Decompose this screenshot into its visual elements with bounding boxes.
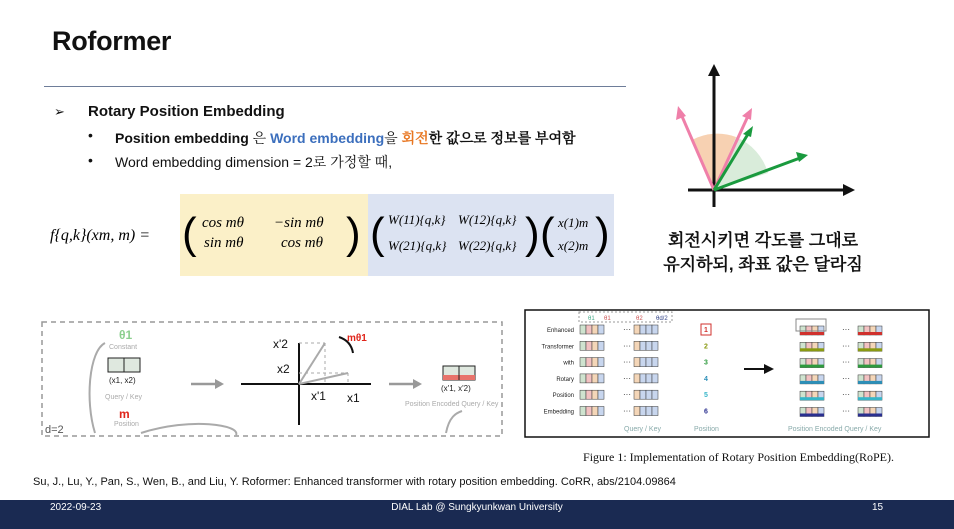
curve-bottom xyxy=(141,424,236,435)
ellipsis: ··· xyxy=(842,341,850,351)
qk-block xyxy=(586,325,592,334)
theta-label: θ1 xyxy=(119,328,133,342)
footer-lab: DIAL Lab @ Sungkyunkwan University xyxy=(391,502,563,513)
encoded-position-stripe xyxy=(858,414,882,417)
curve-right xyxy=(446,411,462,433)
qk-block xyxy=(592,325,598,334)
w-11: W(11){q,k} xyxy=(388,212,446,227)
citation: Su, J., Lu, Y., Pan, S., Wen, B., and Liu, Y. Roformer: Enhanced transformer with rotary position embedding. CoRR, abs/2104.09864 xyxy=(33,476,676,488)
qk-block xyxy=(598,374,604,383)
qk-label: Query / Key xyxy=(624,426,661,433)
qk-block xyxy=(634,341,640,350)
bullet-line-1 xyxy=(115,128,576,148)
x1-label: x1 xyxy=(347,391,360,405)
paren-right: ) xyxy=(346,209,361,258)
paren-left: ( xyxy=(182,209,197,258)
qk-block xyxy=(592,390,598,399)
rot-22: cos mθ xyxy=(281,235,323,251)
qk-block xyxy=(640,341,646,350)
rot-21: sin mθ xyxy=(204,235,244,251)
row-group xyxy=(542,324,882,417)
qk-block xyxy=(586,358,592,367)
qk-block xyxy=(652,358,658,367)
line1-part6: 한 값으로 정보를 부여함 xyxy=(428,130,576,146)
bullet-dot-icon: • xyxy=(88,127,93,143)
slide-title: Roformer xyxy=(52,26,172,56)
footer-bar xyxy=(0,500,954,529)
rope-formula xyxy=(50,194,614,276)
qk-block xyxy=(598,325,604,334)
theta-3: θ2 xyxy=(636,316,643,322)
qk-block xyxy=(646,358,652,367)
x1p-label: x'1 xyxy=(311,389,326,403)
pos-label: Position xyxy=(694,426,719,433)
qk-block xyxy=(652,374,658,383)
qk-block xyxy=(646,390,652,399)
weight-matrix-bg xyxy=(368,194,614,276)
rope-implementation-figure xyxy=(524,309,930,438)
line1-part2: 은 xyxy=(248,130,271,146)
ellipsis: ··· xyxy=(842,373,850,383)
ellipsis: ··· xyxy=(623,373,631,383)
qk-block xyxy=(580,325,586,334)
w-12: W(12){q,k} xyxy=(458,212,517,227)
enc-label: Position Encoded Query / Key xyxy=(788,426,882,433)
qk-block xyxy=(646,374,652,383)
m-theta-label: mθ1 xyxy=(347,333,367,344)
paren-right-2: ) xyxy=(525,209,540,258)
constant-label: Constant xyxy=(109,344,138,351)
line1-part4: 을 xyxy=(384,130,402,146)
qk-block xyxy=(598,341,604,350)
green-arrow-icon xyxy=(743,126,753,137)
position-number: 6 xyxy=(704,408,708,416)
ellipsis: ··· xyxy=(842,357,850,367)
line1-part3: Word embedding xyxy=(270,130,385,146)
qk-block xyxy=(634,358,640,367)
qk-block xyxy=(598,358,604,367)
pair-out-label: (x'1, x'2) xyxy=(441,384,471,393)
qk-block xyxy=(640,407,646,416)
position-number: 3 xyxy=(704,359,708,367)
qk-block xyxy=(598,407,604,416)
qk-block xyxy=(592,341,598,350)
row-label: Embedding xyxy=(543,409,574,416)
qk-block xyxy=(580,407,586,416)
encoded-position-stripe xyxy=(800,414,824,417)
theta-2: θ1 xyxy=(604,316,611,322)
curve-left xyxy=(90,343,105,433)
qk-block xyxy=(652,341,658,350)
arrow-2-head-icon xyxy=(413,379,422,389)
row-label: Transformer xyxy=(541,344,574,351)
encoded-position-stripe xyxy=(858,348,882,351)
rope-2d-diagram xyxy=(41,321,503,437)
encoded-position-stripe xyxy=(800,381,824,384)
qk-block xyxy=(580,390,586,399)
rotation-caption-line2: 유지하되, 좌표 값은 달라짐 xyxy=(663,255,863,274)
ellipsis: ··· xyxy=(842,390,850,400)
pink-arrow-icon xyxy=(676,106,686,120)
x-axis-arrow-icon xyxy=(843,184,855,196)
encoded-position-stripe xyxy=(858,381,882,384)
line1-part5: 회전 xyxy=(401,130,429,146)
x-2: x(2)m xyxy=(558,238,589,253)
ellipsis: ··· xyxy=(623,341,631,351)
paren-left-3: ( xyxy=(540,209,555,258)
encoded-position-stripe xyxy=(800,348,824,351)
line1-part1: Position embedding xyxy=(115,130,249,146)
x2-label: x2 xyxy=(277,362,290,376)
theta-4: θd/2 xyxy=(656,316,668,322)
ellipsis: ··· xyxy=(842,406,850,416)
paren-left-2: ( xyxy=(370,209,385,258)
encoded-position-stripe xyxy=(800,365,824,368)
pair-label: (x1, x2) xyxy=(109,376,136,385)
ellipsis: ··· xyxy=(842,325,850,334)
qk-block xyxy=(586,407,592,416)
rotation-caption-line1: 회전시키면 각도를 그대로 xyxy=(667,231,859,250)
bullet-arrow-icon: ➢ xyxy=(54,104,65,119)
green-arrow-icon xyxy=(796,152,808,162)
vec-orig xyxy=(299,373,348,384)
qk-block xyxy=(652,407,658,416)
rotation-vector-diagram xyxy=(652,62,862,212)
encoded-position-stripe xyxy=(858,332,882,335)
row-label: with xyxy=(563,360,574,367)
theta-1: θ1 xyxy=(588,316,595,322)
qk-block xyxy=(580,374,586,383)
row-label: Rotary xyxy=(556,376,574,383)
row-label: Enhanced xyxy=(546,328,574,334)
position-number: 5 xyxy=(704,392,708,400)
position-label: Position xyxy=(114,421,139,428)
encoded-position-stripe xyxy=(858,397,882,400)
encoded-position-stripe xyxy=(800,397,824,400)
qk-block xyxy=(586,374,592,383)
encoded-label: Position Encoded Query / Key xyxy=(405,401,499,408)
row-label: Position xyxy=(552,393,574,400)
qk-block xyxy=(592,358,598,367)
y-axis-arrow-icon xyxy=(708,64,720,76)
encoded-position-stripe xyxy=(858,365,882,368)
qk-block xyxy=(646,325,652,334)
qk-block xyxy=(634,407,640,416)
encoded-position-stripe xyxy=(800,332,824,335)
figure-caption: Figure 1: Implementation of Rotary Position Embedding(RoPE). xyxy=(583,450,894,464)
bullet-dot-icon: • xyxy=(88,152,93,168)
ellipsis: ··· xyxy=(623,325,631,334)
position-number: 4 xyxy=(704,375,708,383)
position-number: 2 xyxy=(704,343,708,351)
qk-block xyxy=(640,325,646,334)
paren-right-3: ) xyxy=(595,209,610,258)
qk-block xyxy=(646,341,652,350)
qk-block xyxy=(586,341,592,350)
qk-block xyxy=(640,374,646,383)
ellipsis: ··· xyxy=(623,390,631,400)
x-1: x(1)m xyxy=(558,215,589,230)
bullet-heading: Rotary Position Embedding xyxy=(88,103,285,120)
arrow-1-head-icon xyxy=(215,379,224,389)
qk-block xyxy=(592,374,598,383)
w-22: W(22){q,k} xyxy=(458,238,517,253)
formula-lhs: f{q,k}(xm, m) = xyxy=(50,227,151,244)
qk-block xyxy=(598,390,604,399)
qk-block xyxy=(586,390,592,399)
d-label: d=2 xyxy=(45,424,64,436)
qk-block xyxy=(634,325,640,334)
page-number: 15 xyxy=(872,502,884,513)
qk-block xyxy=(652,325,658,334)
qk-block xyxy=(634,390,640,399)
title-divider xyxy=(44,86,626,87)
qk-block xyxy=(592,407,598,416)
rot-11: cos mθ xyxy=(202,215,244,231)
qk-block xyxy=(640,358,646,367)
footer-date: 2022-09-23 xyxy=(50,502,102,513)
qk-block xyxy=(646,407,652,416)
rot-12: −sin mθ xyxy=(274,215,324,231)
position-number: 1 xyxy=(704,327,708,334)
x2p-label: x'2 xyxy=(273,337,288,351)
rotation-caption xyxy=(647,229,879,277)
qk-block xyxy=(634,374,640,383)
qk-block xyxy=(580,358,586,367)
vec-rot xyxy=(299,343,325,384)
qk-block xyxy=(652,390,658,399)
figure-arrow-head-icon xyxy=(764,364,774,374)
qk-block xyxy=(580,341,586,350)
qk-block xyxy=(640,390,646,399)
pink-arrow-icon xyxy=(742,108,752,120)
ellipsis: ··· xyxy=(623,406,631,416)
bullet-line-2: Word embedding dimension = 2로 가정할 때, xyxy=(115,154,393,170)
ellipsis: ··· xyxy=(623,357,631,367)
w-21: W(21){q,k} xyxy=(388,238,447,253)
m-label: m xyxy=(119,407,130,421)
query-key-label: Query / Key xyxy=(105,394,142,401)
